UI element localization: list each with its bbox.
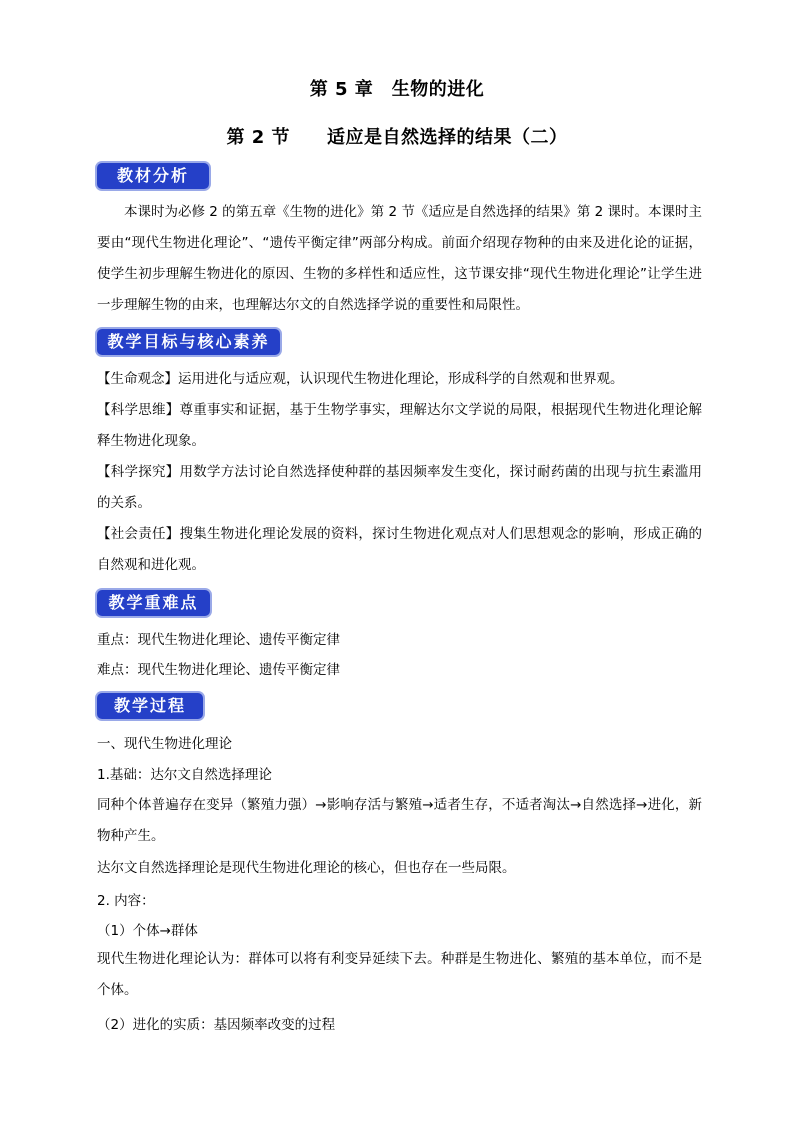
objective-life-concept: 【生命观念】运用进化与适应观，认识现代生物进化理论，形成科学的自然观和世界观。	[97, 371, 624, 387]
objective-scientific-inquiry: 【科学探究】用数学方法讨论自然选择使种群的基因频率发生变化，探讨耐药菌的出现与抗生素滥用的关系。	[97, 464, 702, 511]
process-heading: 一、现代生物进化理论	[97, 736, 232, 752]
section-title: 第 2 节 适应是自然选择的结果（二）	[226, 127, 568, 148]
objective-scientific-thinking: 【科学思维】尊重事实和证据，基于生物学事实，理解达尔文学说的局限，根据现代生物进化理论解释生物进化现象。	[97, 402, 702, 449]
difficulty-line: 难点：现代生物进化理论、遗传平衡定律	[97, 662, 340, 678]
process-population-unit: 现代生物进化理论认为：群体可以将有利变异延续下去。种群是生物进化、繁殖的基本单位，而不是个体。	[97, 951, 702, 998]
process-darwin-chain: 同种个体普遍存在变异（繁殖力强）→影响存活与繁殖→适者生存，不适者淘汰→自然选择→进化，新物种产生。	[97, 797, 702, 844]
focus-line: 重点：现代生物进化理论、遗传平衡定律	[97, 632, 340, 648]
key-points-badge: 教学重难点	[97, 590, 210, 616]
chapter-title: 第 5 章 生物的进化	[309, 79, 485, 100]
process-content-label: 2. 内容：	[97, 893, 155, 909]
process-item-1: （1）个体→群体	[97, 923, 198, 939]
analysis-badge: 教材分析	[97, 163, 209, 189]
process-item-2: （2）进化的实质：基因频率改变的过程	[97, 1017, 336, 1033]
analysis-paragraph: 本课时为必修 2 的第五章《生物的进化》第 2 节《适应是自然选择的结果》第 2 课时。本课时主要由“现代生物进化理论”、“遗传平衡定律”两部分构成。前面介绍现存物种的由来及进化论的证据，使学生初步理解生物进化的原因、生物的多样性和适应性，这节课安排“现代生物进化理论”让学生进一步理解生物的由来，也理解达尔文的自然选择学说的重要性和局限性。	[97, 204, 703, 313]
process-darwin-limit: 达尔文自然选择理论是现代生物进化理论的核心，但也存在一些局限。	[97, 860, 516, 876]
objective-social-responsibility: 【社会责任】搜集生物进化理论发展的资料，探讨生物进化观点对人们思想观念的影响，形成正确的自然观和进化观。	[97, 526, 702, 573]
process-badge: 教学过程	[97, 693, 203, 719]
objectives-badge: 教学目标与核心素养	[97, 329, 280, 355]
process-basis: 1.基础：达尔文自然选择理论	[97, 767, 272, 783]
